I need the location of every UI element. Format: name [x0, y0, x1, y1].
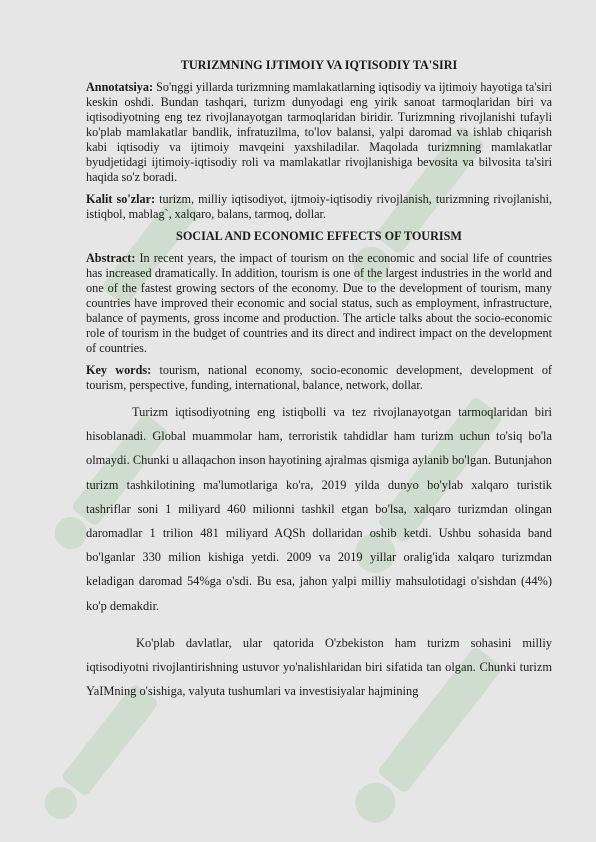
title-english: SOCIAL AND ECONOMIC EFFECTS OF TOURISM: [176, 229, 462, 243]
abstract-text: In recent years, the impact of tourism on the economic and social life of countries has increased dramatically. In addition, tourism is one of the largest industries in the world and one of the fastest growing sectors of the economy. Due to the development of tourism, many countries have improved their economic and social status, such as employment, infrastructure, balance of payments, gross income and production. The article talks about the socio-economic role of tourism in the budget of countries and its direct and indirect impact on the development of countries.: [86, 251, 552, 355]
keywords-uzbek-paragraph: [86, 192, 552, 222]
annotation-label: Annotatsiya:: [86, 80, 154, 94]
body-paragraph-1: Turizm iqtisodiyotning eng istiqbolli va tez rivojlanayotgan tarmoqlaridan biri hisoblanadi. Global muammolar ham, terroristik tahdidlar ham turizm uchun to'siq bo'la olmaydi. Chunki u allaqachon inson hayotining ajralmas qismiga aylanib bo'lgan. Butunjahon turizm tashkilotining ma'lumotlariga ko'ra, 2019 yilda dunyo bo'ylab xalqaro turistik tashriflar soni 1 miliyard 460 milionni tashkil etgan bo'lsa, xalqaro turizmdan olingan daromadlar 1 trilion 481 miliyard AQSh dollaridan oshib ketdi. Ushbu sohasida band bo'lganlar 330 milion kishiga yetdi. 2009 va 2019 yillar oralig'ida xalqaro turizmdan keladigan daromad 54%ga o'sdi. Bu esa, jahon yalpi milliy mahsulotidagi o'sishdan (44%) ko'p demakdir.: [86, 405, 552, 613]
article-content: [86, 58, 552, 711]
body-paragraph-2: Ko'plab davlatlar, ular qatorida O'zbekiston ham turizm sohasini milliy iqtisodiyotni rivojlantirishning ustuvor yo'nalishlaridan biri sifatida tan olgan. Chunki turizm YaIMning o'sishiga, valyuta tushumlari va investisiyalar hajmining: [86, 635, 552, 699]
keywords-english-text: tourism, national economy, socio-economic development, development of tourism, perspective, funding, international, balance, network, dollar.: [86, 363, 552, 392]
keywords-english-label: Key words:: [86, 363, 152, 377]
title-uzbek: TURIZMNING IJTIMOIY VA IQTISODIY TA'SIRI: [180, 58, 458, 72]
annotation-paragraph: [86, 80, 552, 185]
keywords-uzbek-text: turizm, milliy iqtisodiyot, ijtmoiy-iqtisodiy rivojlanish, turizmning rivojlanishi, istiqbol, mablag`, xalqaro, balans, tarmoq, dollar.: [86, 192, 553, 221]
abstract-label: Abstract:: [86, 251, 136, 265]
abstract-paragraph: [86, 251, 552, 356]
annotation-text: So'nggi yillarda turizmning mamlakatlarning iqtisodiy va ijtimoiy hayotiga ta'siri keskin oshdi. Bundan tashqari, turizm dunyodagi eng yirik sanoat tarmoqlaridan biri va iqtisodiyotning eng tez rivojlanayotgan tarmoqlaridan biridir. Turizmning rivojlanishi tufayli ko'plab mamlakatlar bandlik, infratuzilma, to'lov balansi, yalpi daromad va ishlab chiqarish kabi iqtisodiy va ijtimoiy mavqeini yaxshiladilar. Maqolada turizmning mamlakatlar byudjetidagi ijtimoiy-iqtisodiy roli va mamlakatlar rivojlanishiga bevosita va bilvosita ta'siri haqida so'z boradi.: [86, 80, 552, 184]
keywords-uzbek-label: Kalit so'zlar:: [86, 192, 156, 206]
keywords-english-paragraph: [86, 363, 552, 393]
